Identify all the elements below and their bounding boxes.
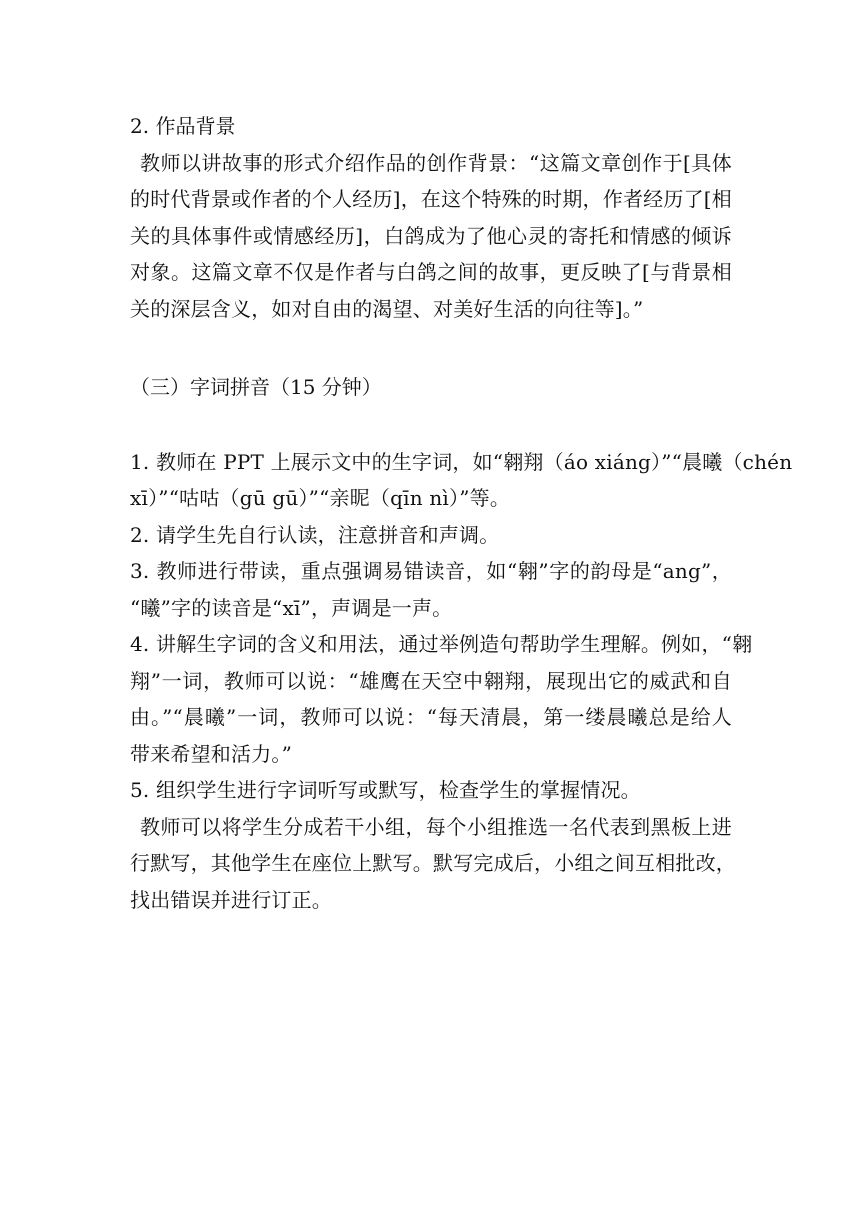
list-item-line: 教师可以将学生分成若干小组，每个小组推选一名代表到黑板上进 [140, 814, 732, 839]
background-paragraph [130, 145, 732, 328]
text-line: 关的具体事件或情感经历]，白鸽成为了他心灵的寄托和情感的倾诉 [130, 223, 732, 248]
spacer [130, 327, 732, 369]
list-item-line: 带来希望和活力。” [130, 741, 293, 766]
spacer [130, 406, 732, 444]
list-item-line: 翔”一词，教师可以说：“雄鹰在天空中翱翔，展现出它的威武和自 [130, 668, 732, 693]
text-line: 教师以讲故事的形式介绍作品的创作背景：“这篇文章创作于[具体 [140, 150, 732, 175]
section-heading-pinyin: （三）字词拼音（15 分钟） [130, 375, 382, 399]
text-line: 对象。这篇文章不仅是作者与白鸽之间的故事，更反映了[与背景相 [130, 260, 732, 284]
document-page [130, 108, 793, 918]
list-item-line: 行默写，其他学生在座位上默写。默写完成后，小组之间互相批改， [130, 851, 736, 875]
list-item-line: “曦”字的读音是“xī”，声调是一声。 [130, 595, 453, 620]
pinyin-list [130, 444, 793, 919]
list-item-line: 4. 讲解生字词的含义和用法，通过举例造句帮助学生理解。例如，“翱 [130, 632, 753, 656]
list-item-line: 3. 教师进行带读，重点强调易错读音，如“翱”字的韵母是“ang”， [130, 559, 732, 583]
list-item-line: 找出错误并进行订正。 [130, 887, 332, 912]
list-item-line: 2. 请学生先自行认读，注意拼音和声调。 [130, 522, 500, 547]
text-line: 关的深层含义，如对自由的渴望、对美好生活的向往等]。” [130, 296, 644, 321]
section-heading-background: 2. 作品背景 [130, 114, 236, 138]
list-item-line: 由。”“晨曦”一词，教师可以说：“每天清晨，第一缕晨曦总是给人 [130, 705, 732, 729]
text-line: 的时代背景或作者的个人经历]，在这个特殊的时期，作者经历了[相 [130, 187, 732, 211]
list-item-line: 5. 组织学生进行字词听写或默写，检查学生的掌握情况。 [130, 778, 641, 802]
list-item-line: 1. 教师在 PPT 上展示文中的生字词，如“翱翔（áo xiáng）”“晨曦（chén [130, 449, 793, 474]
list-item-line: xī）”“咕咕（gū gū）”“亲昵（qīn nì）”等。 [130, 486, 511, 510]
